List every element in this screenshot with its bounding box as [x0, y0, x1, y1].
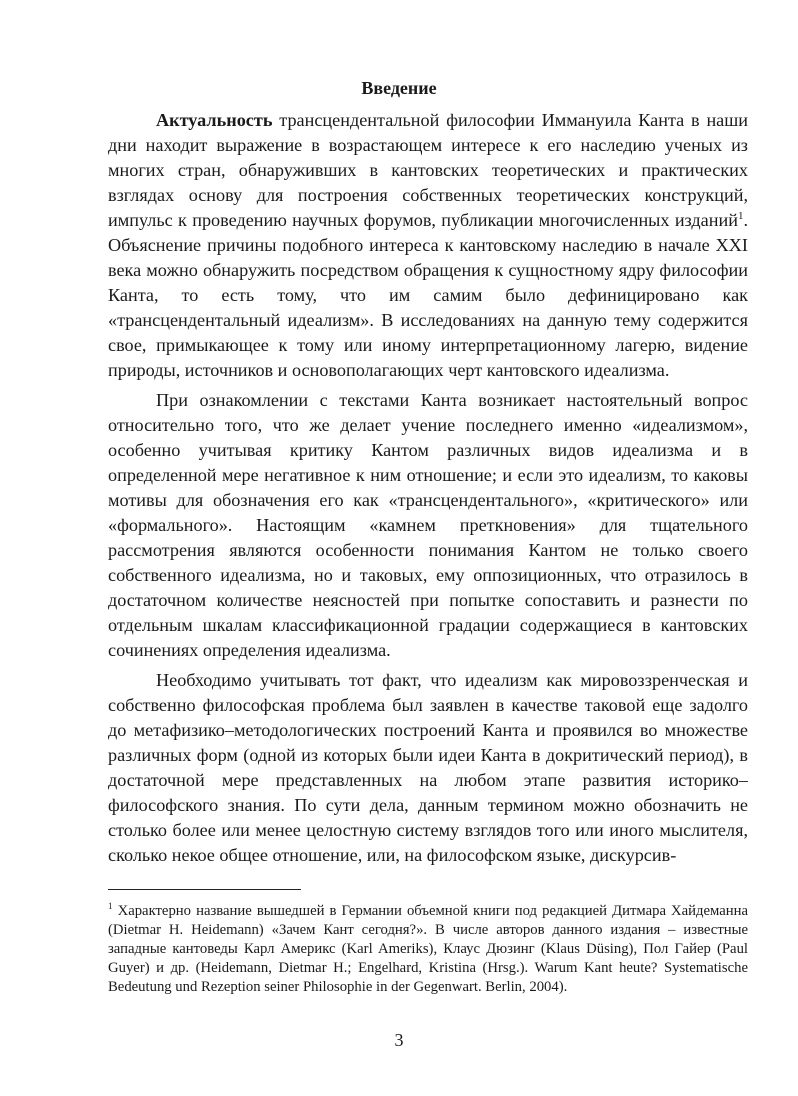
- section-heading: Введение: [361, 78, 437, 98]
- paragraph-1-lead: Актуальность: [156, 110, 273, 130]
- page-number: 3: [394, 1030, 404, 1050]
- paragraph-1-text-b: . Объяснение причины подобного интереса к кантовскому наследию в начале XXI века можно обнаружить посредством обращения к сущностному ядру философии Канта, то есть тому, что им самим было дефиницировано как «трансцендентальный идеализм». В исследованиях на данную тему содержится свое, примыкающее к тому или иному интерпретационному лагерю, видение природы, источников и основополагающих черт кантовского идеализма.: [108, 210, 748, 380]
- footnote-reference[interactable]: 1: [737, 210, 744, 222]
- paragraph-1: [108, 108, 748, 383]
- main-text: [108, 108, 748, 868]
- paragraph-3: Необходимо учитывать тот факт, что идеализм как мировоззренческая и собственно философская проблема был заявлен в качестве таковой еще задолго до метафизико–методологических построений Канта и проявился во множестве различных форм (одной из которых были идеи Канта в докритический период), в достаточной мере представленных на любом этапе развития историко–философского знания. По сути дела, данным термином можно обозначить не столько более или менее целостную систему взглядов того или иного мыслителя, сколько некое общее отношение, или, на философском языке, дискурсив-: [108, 670, 748, 865]
- paragraph-1-text-a: трансцендентальной философии Иммануила Канта в наши дни находит выражение в возрастающем интересе к его наследию ученых из многих стран, обнаруживших в кантовских теоретических и практических взглядах основу для построения собственных теоретических конструкций, импульс к проведению научных форумов, публикации многочисленных изданий: [108, 110, 748, 230]
- footnote-mark: 1: [108, 901, 113, 911]
- paragraph-2: При ознакомлении с текстами Канта возникает настоятельный вопрос относительно того, что же делает учение последнего именно «идеализмом», особенно учитывая критику Кантом различных видов идеализма и в определенной мере негативное к ним отношение; и если это идеализм, то каковы мотивы для обозначения его как «трансцендентального», «критического» или «формального». Настоящим «камнем преткновения» для тщательного рассмотрения являются особенности понимания Кантом не только своего собственного идеализма, но и таковых, ему оппозиционных, что отразилось в достаточном количестве неясностей при попытке сопоставить и разнести по отдельным шкалам классификационной градации содержащиеся в кантовских сочинениях определения идеализма.: [108, 390, 748, 660]
- footnote-divider: [108, 889, 301, 890]
- footnote-text: Характерно название вышедшей в Германии объемной книги под редакцией Дитмара Хайдеманна (Dietmar H. Heidemann) «Зачем Кант сегодня?». В числе авторов данного издания – известные западные кантоведы Карл Америкс (Karl Ameriks), Клаус Дюзинг (Klaus Düsing), Пол Гайер (Paul Guyer) и др. (Heidemann, Dietmar H.; Engelhard, Kristina (Hrsg.). Warum Kant heute? Systematische Bedeutung und Rezeption seiner Philosophie in der Gegenwart. Berlin, 2004).: [108, 903, 748, 995]
- footnote: [108, 902, 748, 997]
